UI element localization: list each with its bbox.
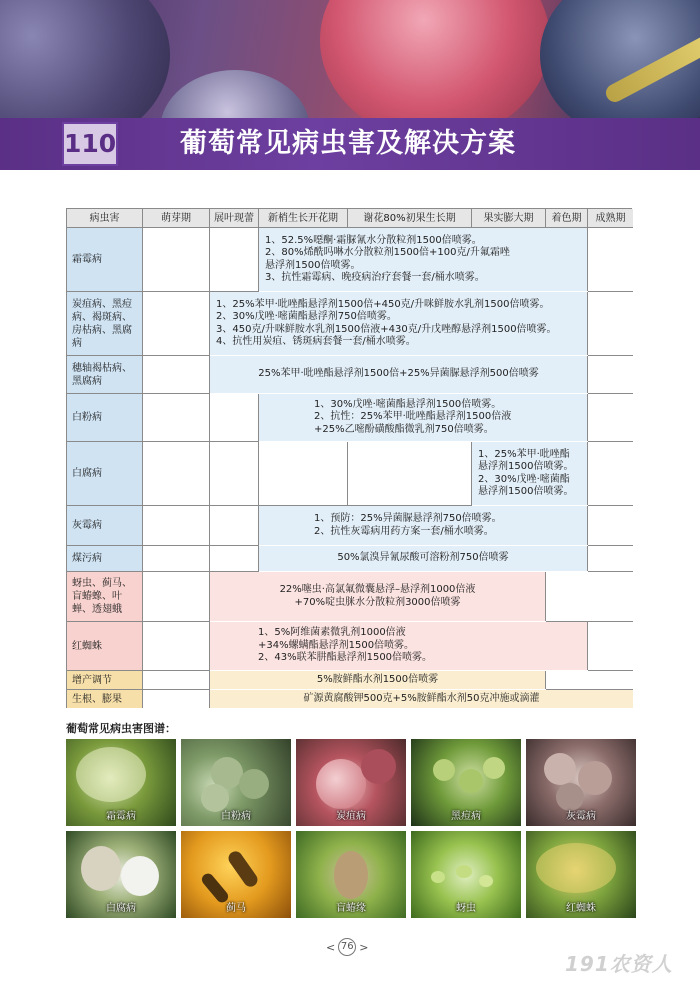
photo-aphids: 蚜虫: [411, 831, 521, 918]
treatment-gray-mold: 1、预防：25%异菌脲悬浮剂750倍喷雾。 2、抗性灰霉病用药方案一套/桶水喷雾。: [259, 506, 588, 545]
treatment-sooty-mold: 50%氯溴异氰尿酸可溶粉剂750倍喷雾: [259, 546, 588, 571]
row-label-anthracnose: 炭疽病、黑痘病、褐斑病、房枯病、黑腐病: [67, 292, 143, 356]
photo-red-spider-mite: 红蜘蛛: [526, 831, 636, 918]
row-label-sooty-mold: 煤污病: [67, 546, 143, 572]
row-label-red-spider: 红蜘蛛: [67, 622, 143, 671]
row-label-rachis-blight: 穗轴褐枯病、黑腐病: [67, 356, 143, 394]
treatment-downy-mildew: 1、52.5%噁酮·霜脲氰水分散粒剂1500倍喷雾。 2、80%烯酰吗啉水分散粒剂1500倍+100克/升氟霜唑 悬浮剂1500倍喷雾。 3、抗性霜霉病、晚疫病治疗套餐一套/桶水喷雾。: [259, 228, 588, 291]
col-header-flowering: 新梢生长开花期: [259, 209, 348, 228]
col-header-pest: 病虫害: [67, 209, 143, 228]
row-label-yield-regulation: 增产调节: [67, 671, 143, 690]
treatment-anthracnose: 1、25%苯甲·吡唑酯悬浮剂1500倍+450克/升咪鲜胺水乳剂1500倍喷雾。 2、30%戊唑·嘧菌酯悬浮剂750倍喷雾。 3、450克/升咪鲜胺水乳剂1500倍液+430克/升戊唑醇悬浮剂1500倍喷雾。 4、抗性用炭疽、锈斑病套餐一套/桶水喷雾。: [210, 292, 588, 355]
photo-plant-bug: 盲蝽缘: [296, 831, 406, 918]
treatment-aphids-thrips: 22%噻虫·高氯氟微囊悬浮–悬浮剂1000倍液 +70%啶虫脒水分散粒剂3000倍喷雾: [210, 572, 546, 621]
treatment-rooting-swelling: 矿源黄腐酸钾500克+5%胺鲜酯水剂50克冲施或滴灌: [210, 690, 633, 708]
col-header-sprouting: 萌芽期: [143, 209, 210, 228]
col-header-fruit-set: 谢花80%初果生长期: [348, 209, 472, 228]
row-label-aphids-thrips: 蚜虫、蓟马、盲蝽蟓、叶蝉、透翅蛾: [67, 572, 143, 622]
photo-white-rot: 白腐病: [66, 831, 176, 918]
treatment-white-rot: 1、25%苯甲·吡唑酯 悬浮剂1500倍喷雾。 2、30%戊唑·嘧菌酯 悬浮剂1500倍喷雾。: [472, 442, 588, 505]
chapter-number: 110: [62, 122, 118, 166]
photo-gray-mold: 灰霉病: [526, 739, 636, 826]
row-label-gray-mold: 灰霉病: [67, 506, 143, 546]
prev-arrow: <: [326, 940, 336, 954]
treatment-powdery-mildew: 1、30%戊唑·嘧菌酯悬浮剂1500倍喷雾。 2、抗性：25%苯甲·吡唑酯悬浮剂1500倍液 +25%乙嘧酚磺酸酯微乳剂750倍喷雾。: [259, 394, 588, 441]
pest-control-table: [66, 208, 632, 708]
row-label-white-rot: 白腐病: [67, 442, 143, 506]
gallery-title: 葡萄常见病虫害图谱：: [66, 722, 176, 735]
row-label-downy-mildew: 霜霉病: [67, 228, 143, 292]
treatment-rachis-blight: 25%苯甲·吡唑酯悬浮剂1500倍+25%异菌脲悬浮剂500倍喷雾: [210, 356, 588, 393]
row-label-rooting-swelling: 生根、膨果: [67, 690, 143, 708]
row-label-powdery-mildew: 白粉病: [67, 394, 143, 442]
photo-powdery-mildew: 白粉病: [181, 739, 291, 826]
page-number: 76: [338, 938, 356, 956]
col-header-coloring: 着色期: [546, 209, 588, 228]
treatment-red-spider: 1、5%阿维菌素微乳剂1000倍液 +34%螺螨酯悬浮剂1500倍喷雾。 2、43%联苯肼酯悬浮剂1500倍喷雾。: [210, 622, 588, 670]
photo-thrips: 蓟马: [181, 831, 291, 918]
next-arrow: >: [359, 940, 369, 954]
col-header-expansion: 果实膨大期: [472, 209, 546, 228]
col-header-budding: 展叶现蕾: [210, 209, 259, 228]
page-indicator: [326, 938, 368, 956]
photo-downy-mildew: 霜霉病: [66, 739, 176, 826]
col-header-ripening: 成熟期: [588, 209, 633, 228]
photo-black-pox: 黑痘病: [411, 739, 521, 826]
page-title: 葡萄常见病虫害及解决方案: [180, 128, 516, 159]
photo-anthracnose: 炭疽病: [296, 739, 406, 826]
treatment-yield-regulation: 5%胺鲜酯水剂1500倍喷雾: [210, 671, 546, 689]
watermark: 191农资人: [565, 952, 673, 976]
